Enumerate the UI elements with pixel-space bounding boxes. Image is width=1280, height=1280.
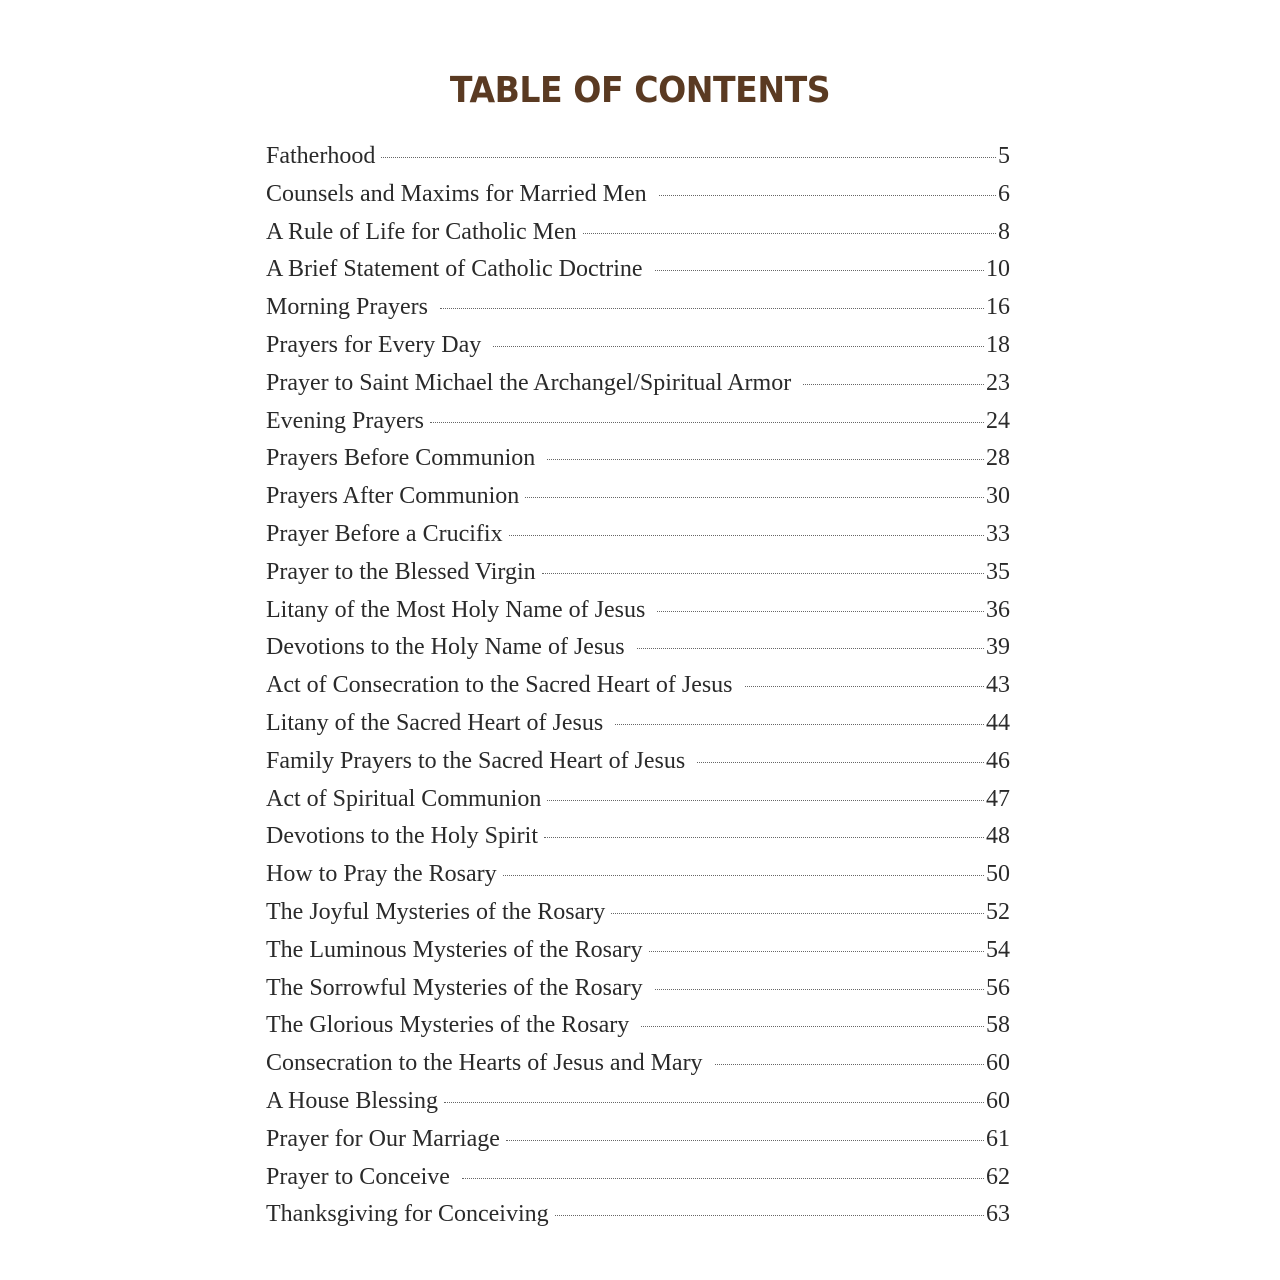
toc-entry xyxy=(266,1083,1010,1121)
toc-entry-title: The Sorrowful Mysteries of the Rosary xyxy=(266,974,643,1001)
toc-entry-title: Prayer to Conceive xyxy=(266,1163,450,1190)
toc-entry-page: 30 xyxy=(986,483,1010,510)
toc-entry xyxy=(266,743,1010,781)
dot-leader xyxy=(506,1140,984,1141)
toc-entry-page: 39 xyxy=(986,634,1010,661)
toc-entry xyxy=(266,327,1010,365)
toc-entry xyxy=(266,856,1010,894)
toc-entry xyxy=(266,818,1010,856)
dot-leader xyxy=(637,648,984,649)
toc-entry-title: A Rule of Life for Catholic Men xyxy=(266,218,577,245)
toc-entry-page: 6 xyxy=(998,180,1010,207)
dot-leader xyxy=(440,308,984,309)
toc-entry-title: Litany of the Sacred Heart of Jesus xyxy=(266,709,604,736)
toc-entry-page: 60 xyxy=(986,1087,1010,1114)
dot-leader xyxy=(430,422,984,423)
toc-entry-title: The Joyful Mysteries of the Rosary xyxy=(266,898,606,925)
dot-leader xyxy=(655,989,984,990)
toc-entry xyxy=(266,1196,1010,1234)
toc-entry-page: 61 xyxy=(986,1125,1010,1152)
toc-entry-page: 56 xyxy=(986,974,1010,1001)
dot-leader xyxy=(615,724,984,725)
toc-entry-title: A House Blessing xyxy=(266,1087,439,1114)
toc-entry-title: Evening Prayers xyxy=(266,407,424,434)
dot-leader xyxy=(803,384,984,385)
dot-leader xyxy=(444,1102,984,1103)
toc-entry-page: 43 xyxy=(986,672,1010,699)
toc-entry-title: Counsels and Maxims for Married Men xyxy=(266,180,647,207)
toc-entry-title: Prayers for Every Day xyxy=(266,331,482,358)
dot-leader xyxy=(509,535,984,536)
dot-leader xyxy=(525,497,984,498)
toc-entry-title: Fatherhood xyxy=(266,143,376,169)
dot-leader xyxy=(544,837,984,838)
dot-leader xyxy=(641,1026,984,1027)
toc-entry xyxy=(266,970,1010,1008)
toc-entry-title: Morning Prayers xyxy=(266,294,428,321)
toc-entry xyxy=(266,667,1010,705)
toc-entry-title: The Glorious Mysteries of the Rosary xyxy=(266,1012,630,1039)
toc-entry-page: 47 xyxy=(986,785,1010,812)
dot-leader xyxy=(659,195,996,196)
toc-entry xyxy=(266,705,1010,743)
toc-entry xyxy=(266,214,1010,252)
toc-entry-title: Devotions to the Holy Spirit xyxy=(266,823,538,850)
toc-entry xyxy=(266,138,1010,176)
toc-entry-page: 23 xyxy=(986,369,1010,396)
toc-entry xyxy=(266,289,1010,327)
dot-leader xyxy=(611,913,984,914)
toc-entry-page: 5 xyxy=(998,143,1010,169)
toc-entry-title: Family Prayers to the Sacred Heart of Jesus xyxy=(266,747,686,774)
toc-entry-page: 44 xyxy=(986,709,1010,736)
toc-entry-page: 60 xyxy=(986,1050,1010,1077)
toc-entry xyxy=(266,478,1010,516)
toc-entry-title: Prayer for Our Marriage xyxy=(266,1125,500,1152)
toc-entry-page: 28 xyxy=(986,445,1010,472)
toc-entry xyxy=(266,894,1010,932)
dot-leader xyxy=(697,762,984,763)
toc-entry-title: Prayers Before Communion xyxy=(266,445,536,472)
toc-entry-title: Prayers After Communion xyxy=(266,483,520,510)
toc-entry-page: 24 xyxy=(986,407,1010,434)
toc-entry-title: Prayer Before a Crucifix xyxy=(266,520,503,547)
toc-entry xyxy=(266,516,1010,554)
page-title: TABLE OF CONTENTS xyxy=(449,70,831,111)
toc-entry-title: Litany of the Most Holy Name of Jesus xyxy=(266,596,646,623)
toc-entry-title: Thanksgiving for Conceiving xyxy=(266,1201,549,1228)
toc-entry xyxy=(266,176,1010,214)
toc-entry-page: 10 xyxy=(986,256,1010,283)
dot-leader xyxy=(655,270,984,271)
toc-entry xyxy=(266,1159,1010,1197)
toc-entry-title: Devotions to the Holy Name of Jesus xyxy=(266,634,625,661)
dot-leader xyxy=(493,346,984,347)
toc-entry xyxy=(266,251,1010,289)
toc-entry-page: 54 xyxy=(986,936,1010,963)
toc-entry-page: 58 xyxy=(986,1012,1010,1039)
toc-entry xyxy=(266,781,1010,819)
toc-entry-title: The Luminous Mysteries of the Rosary xyxy=(266,936,643,963)
dot-leader xyxy=(715,1064,984,1065)
toc-entry-title: A Brief Statement of Catholic Doctrine xyxy=(266,256,643,283)
toc-entry-page: 36 xyxy=(986,596,1010,623)
toc-entry-page: 35 xyxy=(986,558,1010,585)
toc-entry xyxy=(266,440,1010,478)
toc-list xyxy=(266,138,1010,1234)
toc-entry-page: 46 xyxy=(986,747,1010,774)
toc-entry-page: 18 xyxy=(986,331,1010,358)
toc-entry xyxy=(266,1007,1010,1045)
toc-entry xyxy=(266,1045,1010,1083)
dot-leader xyxy=(745,686,984,687)
toc-entry-page: 52 xyxy=(986,898,1010,925)
toc-entry-page: 50 xyxy=(986,861,1010,888)
toc-entry-title: Prayer to Saint Michael the Archangel/Spiritual Armor xyxy=(266,369,792,396)
toc-entry-page: 8 xyxy=(998,218,1010,245)
toc-entry xyxy=(266,365,1010,403)
toc-entry-title: Act of Consecration to the Sacred Heart of Jesus xyxy=(266,672,733,699)
dot-leader xyxy=(657,611,984,612)
toc-entry xyxy=(266,1121,1010,1159)
toc-entry xyxy=(266,932,1010,970)
toc-entry-title: Prayer to the Blessed Virgin xyxy=(266,558,536,585)
toc-entry-page: 16 xyxy=(986,294,1010,321)
dot-leader xyxy=(381,157,996,158)
dot-leader xyxy=(583,233,996,234)
dot-leader xyxy=(462,1178,984,1179)
toc-entry xyxy=(266,629,1010,667)
dot-leader xyxy=(547,800,984,801)
toc-entry-page: 63 xyxy=(986,1201,1010,1228)
toc-entry-title: Consecration to the Hearts of Jesus and Mary xyxy=(266,1050,703,1077)
toc-entry-page: 48 xyxy=(986,823,1010,850)
dot-leader xyxy=(555,1215,984,1216)
dot-leader xyxy=(542,573,984,574)
toc-entry xyxy=(266,554,1010,592)
toc-entry-title: Act of Spiritual Communion xyxy=(266,785,542,812)
toc-entry-page: 62 xyxy=(986,1163,1010,1190)
dot-leader xyxy=(503,875,984,876)
toc-entry xyxy=(266,403,1010,441)
toc-entry xyxy=(266,592,1010,630)
toc-entry-title: How to Pray the Rosary xyxy=(266,861,497,888)
toc-entry-page: 33 xyxy=(986,520,1010,547)
dot-leader xyxy=(649,951,984,952)
dot-leader xyxy=(547,459,984,460)
